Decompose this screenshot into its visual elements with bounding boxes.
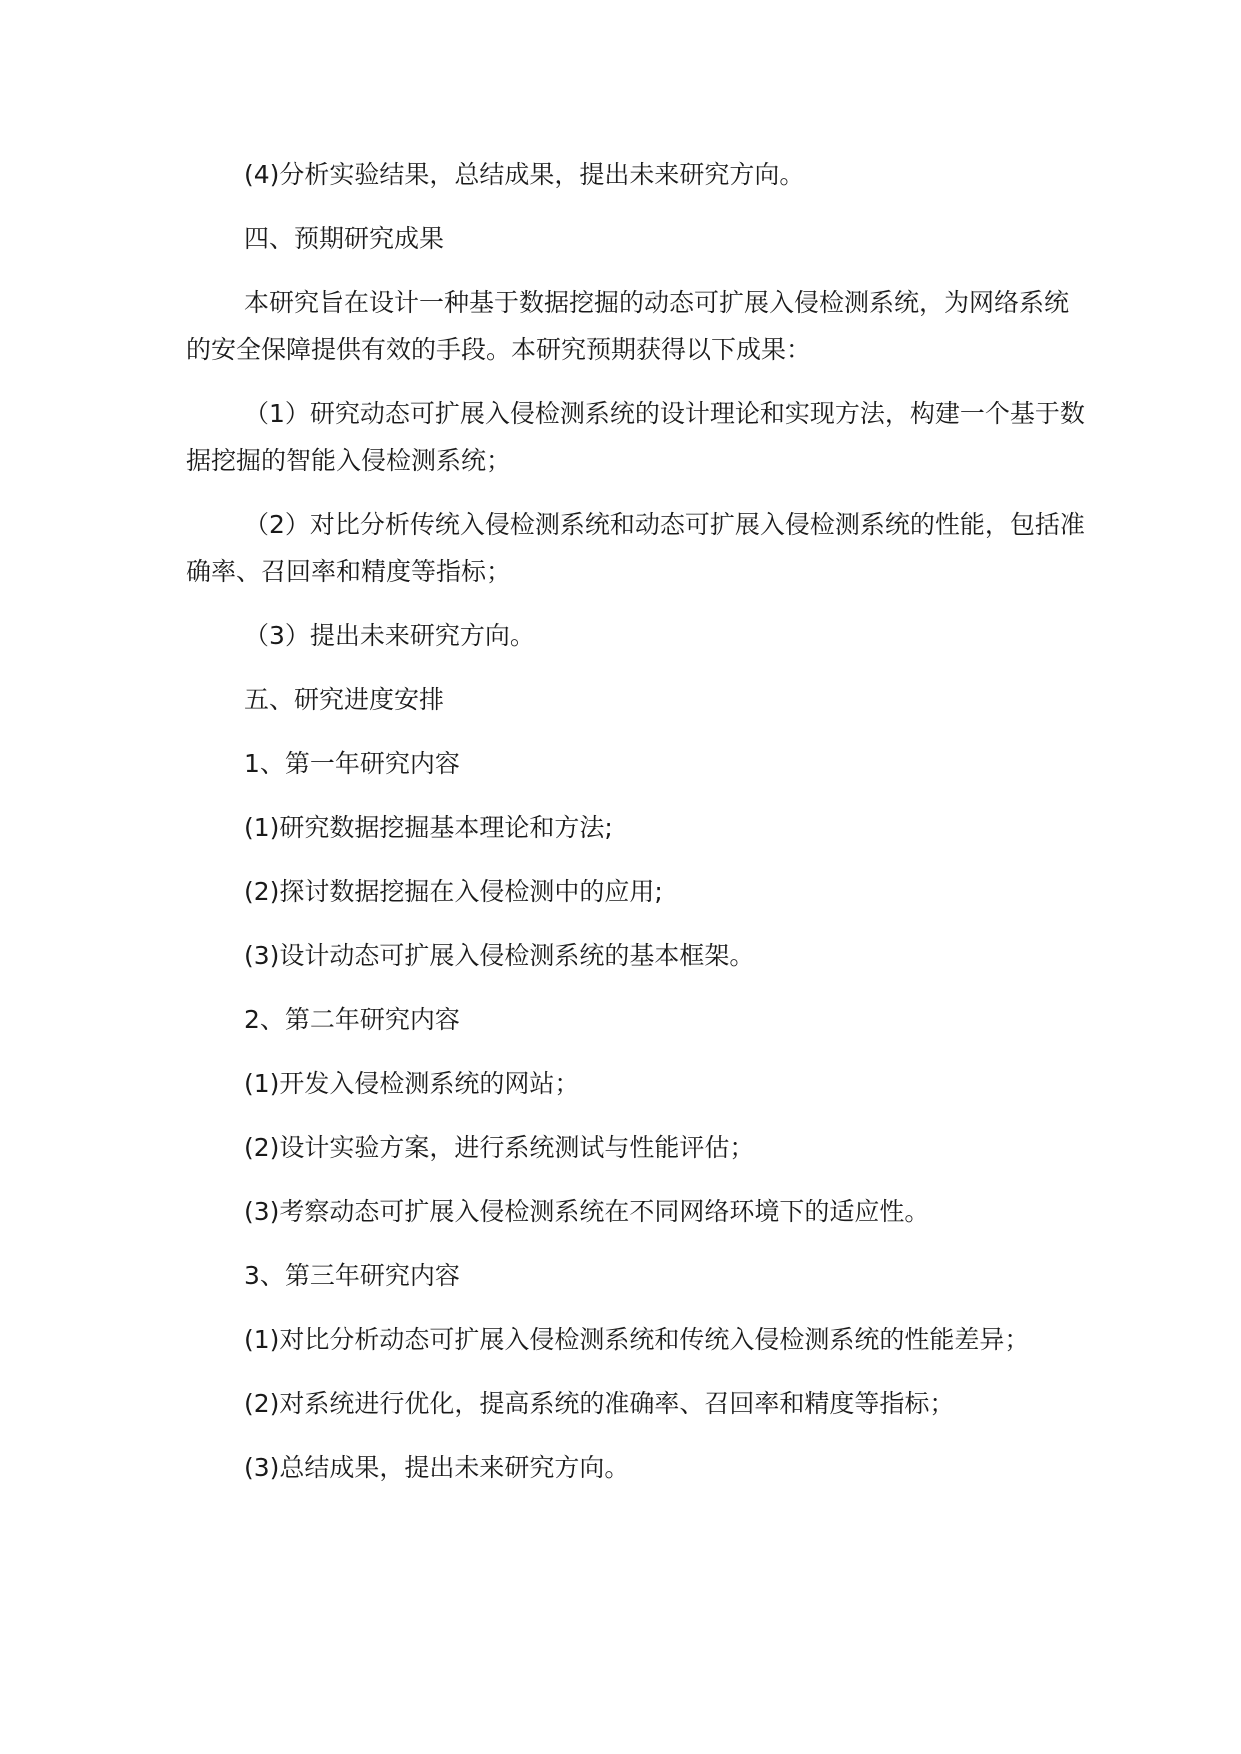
paragraph: （3）提出未来研究方向。: [244, 621, 535, 650]
paragraph: 本研究旨在设计一种基于数据挖掘的动态可扩展入侵检测系统，为网络系统的安全保障提供有效的手段。本研究预期获得以下成果：: [186, 288, 1070, 364]
document-body: [186, 151, 1086, 1508]
paragraph: (4)分析实验结果，总结成果，提出未来研究方向。: [244, 160, 805, 189]
section-heading: 五、研究进度安排: [244, 685, 445, 714]
list-item: (1)开发入侵检测系统的网站；: [244, 1069, 580, 1098]
paragraph: （1）研究动态可扩展入侵检测系统的设计理论和实现方法，构建一个基于数据挖掘的智能入侵检测系统；: [186, 399, 1085, 475]
list-item: (3)总结成果，提出未来研究方向。: [244, 1453, 630, 1482]
list-item: (3)设计动态可扩展入侵检测系统的基本框架。: [244, 941, 755, 970]
subsection-heading: 2、第二年研究内容: [244, 1005, 460, 1034]
list-item: (1)对比分析动态可扩展入侵检测系统和传统入侵检测系统的性能差异；: [244, 1325, 1030, 1354]
subsection-heading: 3、第三年研究内容: [244, 1261, 460, 1290]
paragraph: （2）对比分析传统入侵检测系统和动态可扩展入侵检测系统的性能，包括准确率、召回率和精度等指标；: [186, 510, 1085, 586]
list-item: (2)设计实验方案，进行系统测试与性能评估；: [244, 1133, 755, 1162]
list-item: (3)考察动态可扩展入侵检测系统在不同网络环境下的适应性。: [244, 1197, 930, 1226]
list-item: (1)研究数据挖掘基本理论和方法;: [244, 813, 613, 842]
section-heading: 四、预期研究成果: [244, 224, 445, 253]
list-item: (2)探讨数据挖掘在入侵检测中的应用;: [244, 877, 663, 906]
list-item: (2)对系统进行优化，提高系统的准确率、召回率和精度等指标；: [244, 1389, 955, 1418]
subsection-heading: 1、第一年研究内容: [244, 749, 460, 778]
